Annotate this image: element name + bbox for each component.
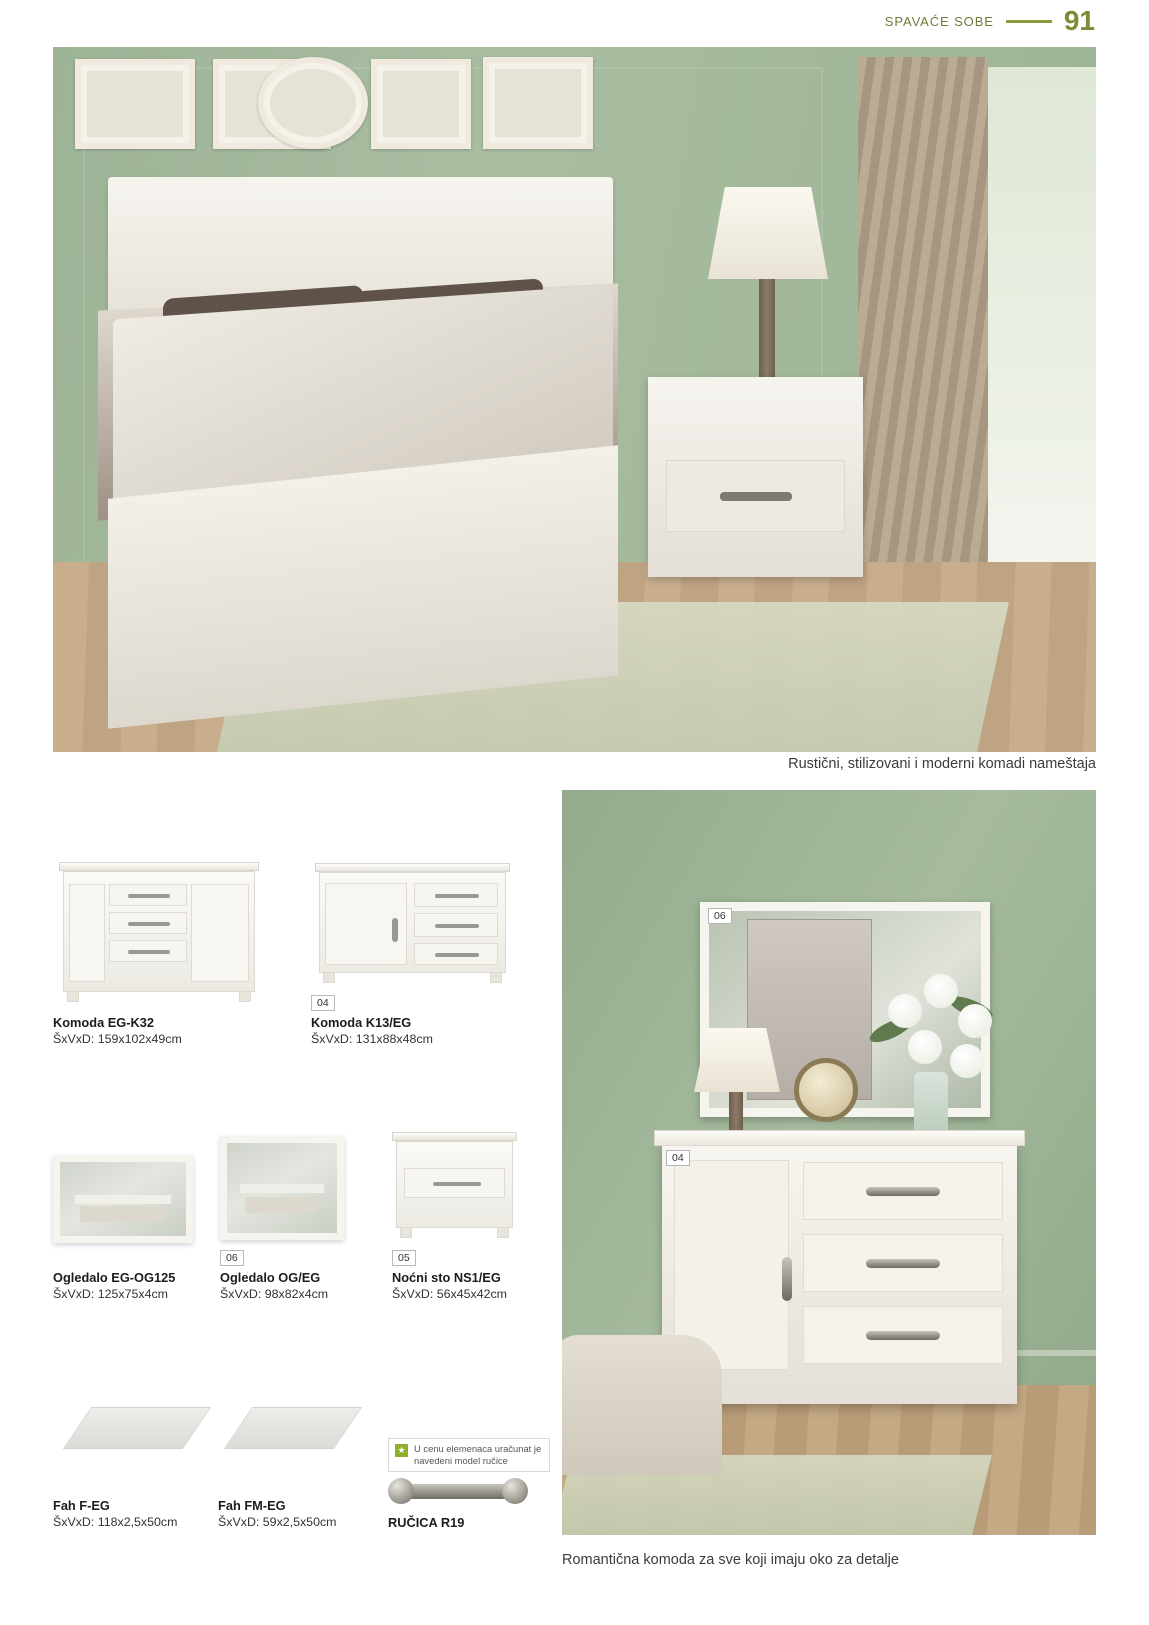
product-title: RUČICA R19 (388, 1514, 465, 1530)
page-number: 91 (1063, 5, 1095, 36)
product-dimensions: ŠxVxD: 159x102x49cm (53, 1032, 182, 1047)
product-ogledalo-eg-og125[interactable] (53, 1155, 220, 1303)
product-dimensions: ŠxVxD: 98x82x4cm (220, 1287, 329, 1302)
hero-curtain (858, 57, 988, 577)
product-komoda-eg-k32[interactable] (53, 862, 311, 1048)
hero-window (976, 67, 1096, 567)
product-dimensions: ŠxVxD: 56x45x42cm (392, 1287, 508, 1302)
wall-frame-4 (483, 57, 593, 149)
product-grid (53, 862, 548, 1531)
product-badge: 06 (220, 1250, 244, 1266)
price-note-text: U cenu elemenaca uračunat je navedeni model ručice (414, 1443, 542, 1466)
product-dimensions: ŠxVxD: 125x75x4cm (53, 1287, 169, 1302)
hero-bedroom-photo (53, 47, 1096, 752)
product-title: Fah FM-EG (218, 1498, 286, 1513)
product-dimensions: ŠxVxD: 131x88x48cm (311, 1032, 433, 1047)
product-title: Noćni sto NS1/EG (392, 1270, 501, 1285)
flower-bouquet (862, 960, 1012, 1090)
product-title: Komoda K13/EG (311, 1015, 412, 1030)
commode-drawer-1 (803, 1162, 1003, 1220)
page-header (0, 0, 1149, 42)
nightstand-drawer (666, 460, 845, 532)
product-image-nocni-sto-ns1-eg (392, 1132, 517, 1238)
commode-drawer-2 (803, 1234, 1003, 1292)
product-image-ogledalo-og-eg (220, 1136, 344, 1240)
commode-room-photo (562, 790, 1096, 1535)
product-dimensions: ŠxVxD: 59x2,5x50cm (218, 1515, 337, 1530)
product-image-rucica-r19 (388, 1472, 528, 1514)
wall-frame-oval (258, 57, 368, 149)
product-title: Ogledalo OG/EG (220, 1270, 321, 1285)
price-note (388, 1438, 550, 1472)
product-nocni-sto-ns1-eg[interactable] (392, 1132, 548, 1303)
product-fah-f-eg[interactable] (53, 1407, 218, 1531)
star-icon: ★ (395, 1444, 408, 1457)
product-title: Komoda EG-K32 (53, 1015, 154, 1030)
product-image-komoda-k13-eg (315, 863, 510, 983)
product-badge: 05 (392, 1250, 416, 1266)
product-dimensions: ŠxVxD: 118x2,5x50cm (53, 1515, 178, 1530)
product-image-ogledalo-eg-og125 (53, 1155, 193, 1243)
header-rule (1006, 20, 1052, 23)
product-row-3 (53, 1407, 548, 1531)
product-image-komoda-eg-k32 (59, 862, 259, 1002)
photo2-caption: Romantična komoda za sve koji imaju oko za detalje (562, 1552, 899, 1568)
product-rucica-r19[interactable] (388, 1438, 548, 1531)
product-image-fah-fm-eg (218, 1407, 368, 1459)
product-row-1 (53, 862, 548, 1048)
photo2-lamp-shade (694, 1028, 780, 1092)
commode-drawer-3 (803, 1306, 1003, 1364)
product-title: Ogledalo EG-OG125 (53, 1270, 176, 1285)
product-image-fah-f-eg (53, 1407, 203, 1459)
mantel-clock (794, 1058, 858, 1122)
photo-badge-commode: 04 (666, 1150, 690, 1166)
nightstand-handle-icon (720, 492, 792, 501)
photo2-sofa (562, 1335, 722, 1475)
table-lamp-stem (759, 279, 775, 389)
nightstand-photo (648, 377, 863, 577)
product-ogledalo-og-eg[interactable] (220, 1136, 392, 1303)
hero-caption: Rustični, stilizovani i moderni komadi nameštaja (788, 756, 1096, 772)
product-badge: 04 (311, 995, 335, 1011)
product-fah-fm-eg[interactable] (218, 1407, 388, 1531)
table-lamp-shade (708, 187, 828, 279)
wall-frame-3 (371, 59, 471, 149)
section-label: SPAVAĆE SOBE (884, 13, 994, 29)
wall-frame-1 (75, 59, 195, 149)
product-row-2 (53, 1132, 548, 1303)
photo-badge-mirror: 06 (708, 908, 732, 924)
product-komoda-k13-eg[interactable] (311, 863, 548, 1048)
product-title: Fah F-EG (53, 1498, 110, 1513)
